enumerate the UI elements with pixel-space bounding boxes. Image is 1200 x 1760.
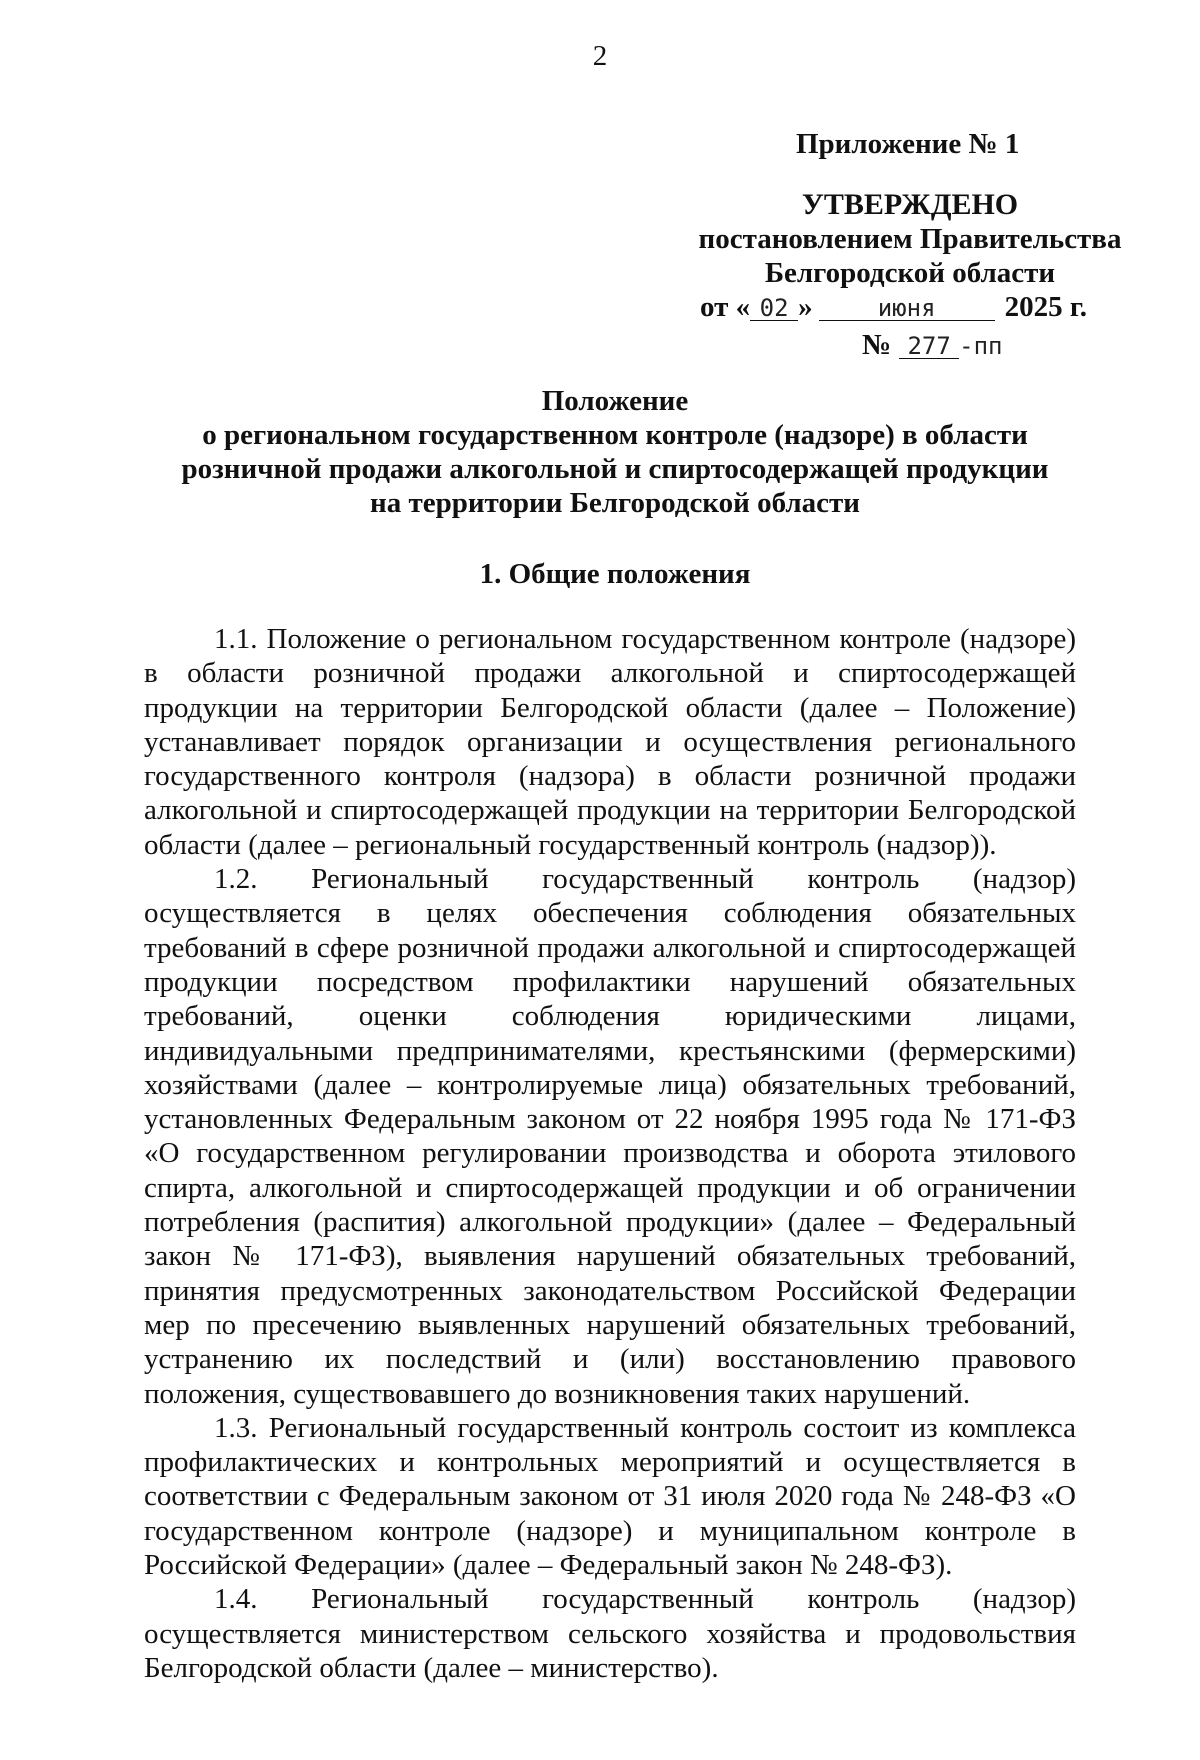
date-year: 2025 г.: [1004, 291, 1088, 323]
paragraph-1-2: 1.2. Региональный государственный контроль (надзор) осуществляется в целях обеспечения соблюдения обязательных требований в сфере розничной продажи алкогольной и спиртосодержащей продукции посредством профилактики нарушений обязательных требований, оценки соблюдения юридическими лицами, индивидуальными предпринимателями, крестьянскими (фермерскими) хозяйствами (далее – контролируемые лица) обязательных требований, установленных Федеральным законом от 22 ноября 1995 года № 171-ФЗ «О государственном регулировании производства и оборота этилового спирта, алкогольной и спиртосодержащей продукции и об ограничении потребления (распития) алкогольной продукции» (далее – Федеральный закон № 171-ФЗ), выявления нарушений обязательных требований, принятия предусмотренных законодательством Российской Федерации мер по пресечению выявленных нарушений обязательных требований, устранению их последствий и (или) восстановлению правового положения, существовавшего до возникновения таких нарушений.: [144, 863, 1076, 1410]
approval-line-1: постановлением Правительства: [698, 223, 1122, 255]
page-number: 2: [592, 40, 608, 72]
title-line-3: розничной продажи алкогольной и спиртосодержащей продукции: [181, 453, 1049, 485]
date-month-field: июня: [819, 296, 995, 321]
paragraph-1-3: 1.3. Региональный государственный контроль состоит из комплекса профилактических и контрольных мероприятий и осуществляется в соответствии с Федеральным законом от 31 июля 2020 года № 248-ФЗ «О государственном контроле (надзоре) и муниципальном контроле в Российской Федерации» (далее – Федеральный закон № 248-ФЗ).: [144, 1411, 1076, 1582]
section-heading: 1. Общие положения: [479, 558, 751, 590]
approval-date-line: [700, 290, 1140, 324]
date-mid: »: [798, 291, 813, 323]
date-prefix: от «: [700, 291, 751, 323]
number-prefix: №: [862, 329, 892, 361]
body-text: [144, 622, 1076, 1685]
paragraph-1-1: 1.1. Положение о региональном государственном контроле (надзоре) в области розничной продажи алкогольной и спиртосодержащей продукции на территории Белгородской области (далее – Положение) устанавливает порядок организации и осуществления регионального государственного контроля (надзора) в области розничной продажи алкогольной и спиртосодержащей продукции на территории Белгородской области (далее – региональный государственный контроль (надзор)).: [144, 623, 1076, 861]
paragraph-1-4: 1.4. Региональный государственный контроль (надзор) осуществляется министерством сельского хозяйства и продовольствия Белгородской области (далее – министерство).: [144, 1583, 1076, 1684]
approval-line-2: Белгородской области: [764, 257, 1056, 289]
title-line-2: о региональном государственном контроле (надзоре) в области: [202, 419, 1028, 451]
document-title: [150, 384, 1080, 520]
title-line-4: на территории Белгородской области: [370, 487, 860, 519]
title-line-1: Положение: [541, 385, 689, 417]
number-value-field: 277: [899, 334, 959, 359]
approval-block: [690, 188, 1130, 361]
date-day-field: 02: [750, 296, 798, 321]
number-suffix: -пп: [959, 332, 1003, 360]
approval-number-line: [862, 328, 1003, 363]
appendix-label: Приложение № 1: [796, 128, 1020, 160]
approval-stamp: УТВЕРЖДЕНО: [801, 188, 1019, 221]
